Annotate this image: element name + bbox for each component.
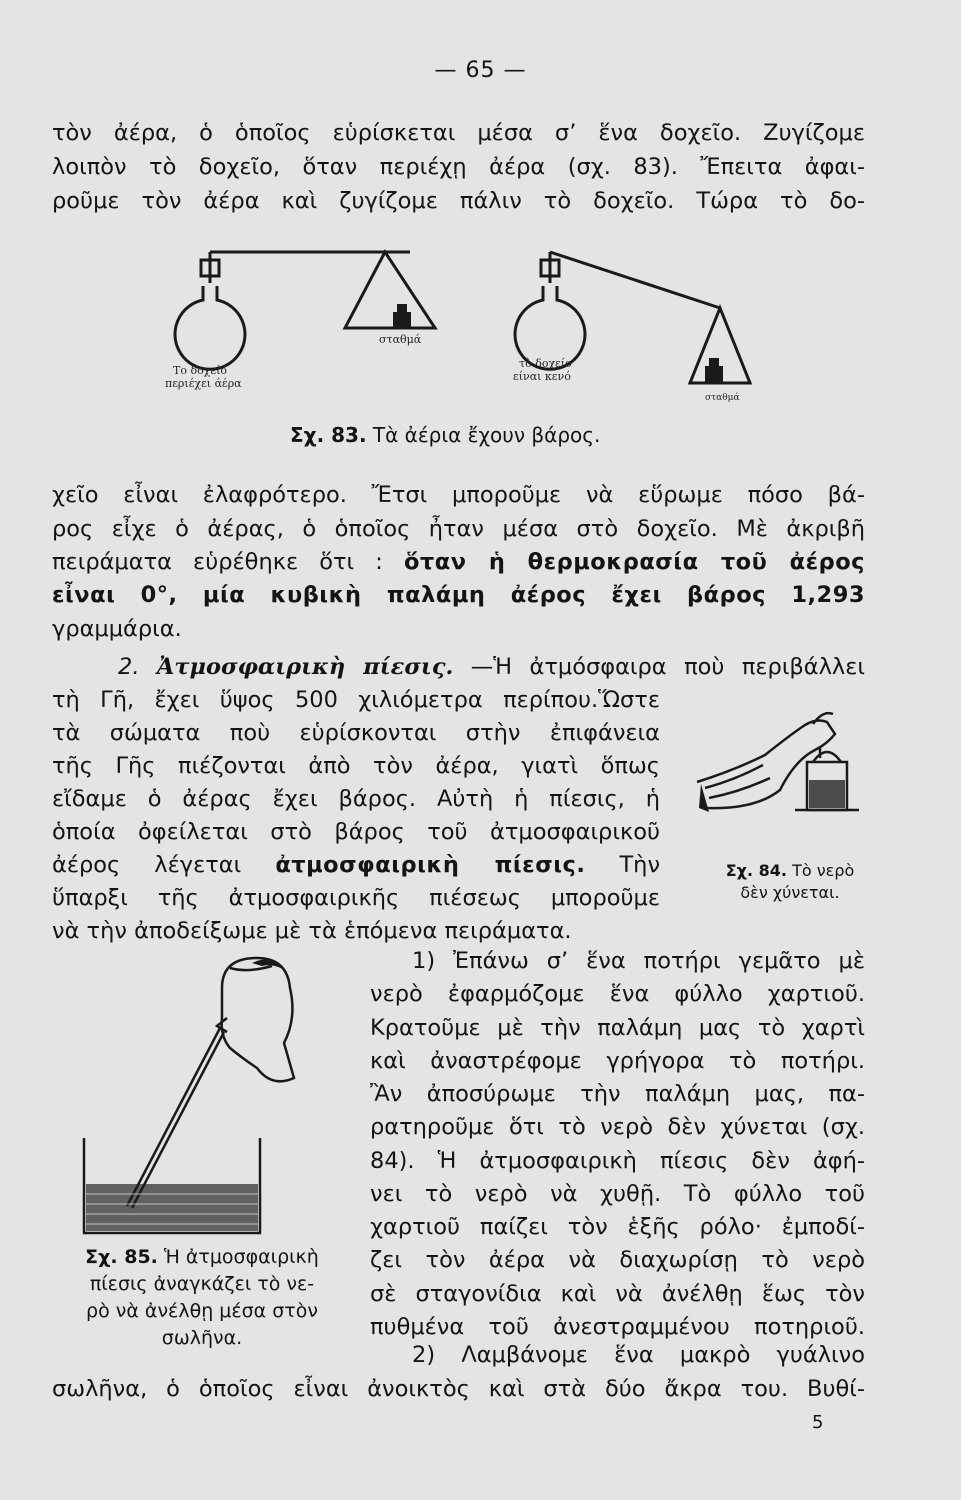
fig83-left-label: Το δοχείο [173,364,228,377]
text-line: Κρατοῦμε μὲ τὴν παλάμη μας τὸ χαρτὶ [370,1015,865,1041]
page-number: — 65 — [434,58,527,83]
text-line: χεῖο εἶναι ἐλαφρότερο. Ἔτσι μποροῦμε νὰ εὕρωμε πόσο βά- [52,482,865,508]
text-line: ὕπαρξι τῆς ἀτμοσφαιρικῆς πιέσεως μποροῦμε [52,885,660,911]
emphasis-text: ὅταν ἡ θερμοκρασία τοῦ ἀέρος [403,549,865,575]
fig83-weights-label: σταθμά [379,333,422,346]
text-line: νερὸ ἐφαρμόζομε ἕνα φύλλο χαρτιοῦ. [370,981,865,1007]
text-line: εἴδαμε ὁ ἀέρας ἔχει βάρος. Αὐτὴ ἡ πίεσις, ἡ [52,786,660,812]
fig83-mid-label: είναι κενό [513,370,571,383]
text-line: τὰ σώματα ποὺ εὑρίσκονται στὴν ἐπιφάνεια [52,720,660,746]
text-line: σὲ σταγονίδια καὶ νὰ ἀνέλθῃ ἕως τὸν [370,1281,865,1307]
figure-83-balance [165,238,765,418]
text-line: χαρτιοῦ παίζει τὸν ἑξῆς ρόλο· ἐμποδί- [370,1214,865,1240]
text-line: τὸν ἀέρα, ὁ ὁποῖος εὑρίσκεται μέσα σ’ ἕνα δοχεῖο. Ζυγίζομε [52,120,865,146]
figure-85-straw [72,948,342,1238]
text-line: ροῦμε τὸν ἀέρα καὶ ζυγίζομε πάλιν τὸ δοχεῖο. Τώρα τὸ δο- [52,188,865,214]
text-line: καὶ ἀναστρέφομε γρήγορα τὸ ποτήρι. [370,1048,865,1074]
signature-mark: 5 [812,1412,824,1433]
text-line: ζει τὸν ἀέρα νὰ διαχωρίσῃ τὸ νερὸ [370,1247,865,1273]
text-line: νει τὸ νερὸ νὰ χυθῇ. Τὸ φύλλο τοῦ [370,1181,865,1207]
emphasis-text: εἶναι 0°, μία κυβικὴ παλάμη ἀέρος ἔχει βάρος 1,293 [52,582,865,608]
fig83-caption-text: Τὰ ἀέρια ἔχουν βάρος. [372,423,601,447]
text-line: γραμμάρια. [52,616,182,642]
fig83-caption-number: Σχ. 83. [290,423,367,447]
text-line: ρατηροῦμε ὅτι τὸ νερὸ δὲν χύνεται (σχ. [370,1114,865,1140]
fig83-weights-label: σταθμά [705,393,740,403]
text-line: λοιπὸν τὸ δοχεῖο, ὅταν περιέχῃ ἀέρα (σχ. 83). Ἔπειτα ἀφαι- [52,154,865,180]
fig83-left-label: περιέχει άέρα [165,377,242,390]
fig84-caption: Σχ. 84. Τὸ νερὸ δὲν χύνεται. [725,861,855,902]
fig85-caption-number: Σχ. 85. [85,1246,158,1268]
text-line: τὴ Γῆ, ἔχει ὕψος 500 χιλιόμετρα περίπου.Ὥστε [52,687,660,713]
section-heading-line: 2. Ἀτμοσφαιρικὴ πίεσις. —Ἡ ἀτμόσφαιρα ποὺ περιβάλλει [118,654,866,680]
text-line: ρος εἶχε ὁ ἀέρας, ὁ ὁποῖος ἦταν μέσα στὸ δοχεῖο. Μὲ ἀκριβῆ [52,516,865,542]
text-line: 2) Λαμβάνομε ἕνα μακρὸ γυάλινο [412,1342,865,1368]
text-line: 84). Ἡ ἀτμοσφαιρικὴ πίεσις δὲν ἀφή- [370,1148,865,1174]
text-line: 1) Ἐπάνω σ’ ἕνα ποτήρι γεμᾶτο μὲ [412,948,865,974]
text-line: ἀέρος λέγεται ἀτμοσφαιρικὴ πίεσις. Τὴν [52,852,661,878]
section-number: 2. [118,654,140,680]
text-line: τῆς Γῆς πιέζονται ἀπὸ τὸν ἀέρα, γιατὶ ὅπως [52,753,660,779]
section-title: Ἀτμοσφαιρικὴ πίεσις. [156,654,454,680]
fig83-caption [290,423,600,447]
emphasis-text: ἀτμοσφαιρικὴ πίεσις. [275,852,586,878]
text-line: πυθμένα τοῦ ἀνεστραμμένου ποτηριοῦ. [370,1314,865,1340]
text-line: ὁποία ὀφείλεται στὸ βάρος τοῦ ἀτμοσφαιρικοῦ [52,819,660,845]
text-line: πειράματα εὑρέθηκε ὅτι : ὅταν ἡ θερμοκρασία τοῦ ἀέρος [52,549,865,575]
fig83-mid-label: τὸ δοχείο [519,357,572,370]
text-line: Ἂν ἀποσύρωμε τὴν παλάμη μας, πα- [370,1081,865,1107]
text-line: νὰ τὴν ἀποδείξωμε μὲ τὰ ἑπόμενα πειράματα. [52,918,572,944]
fig84-caption-number: Σχ. 84. [725,861,787,880]
fig85-caption: Σχ. 85. Ἡ ἀτμοσφαιρικὴ πίεσις ἀναγκάζει τὸ νε- ρὸ νὰ ἀνέλθῃ μέσα στὸν σωλῆνα. [85,1246,319,1349]
figure-84-hand-glass [695,700,875,850]
text-line: σωλῆνα, ὁ ὁποῖος εἶναι ἀνοικτὸς καὶ στὰ δύο ἄκρα του. Βυθί- [52,1376,865,1402]
